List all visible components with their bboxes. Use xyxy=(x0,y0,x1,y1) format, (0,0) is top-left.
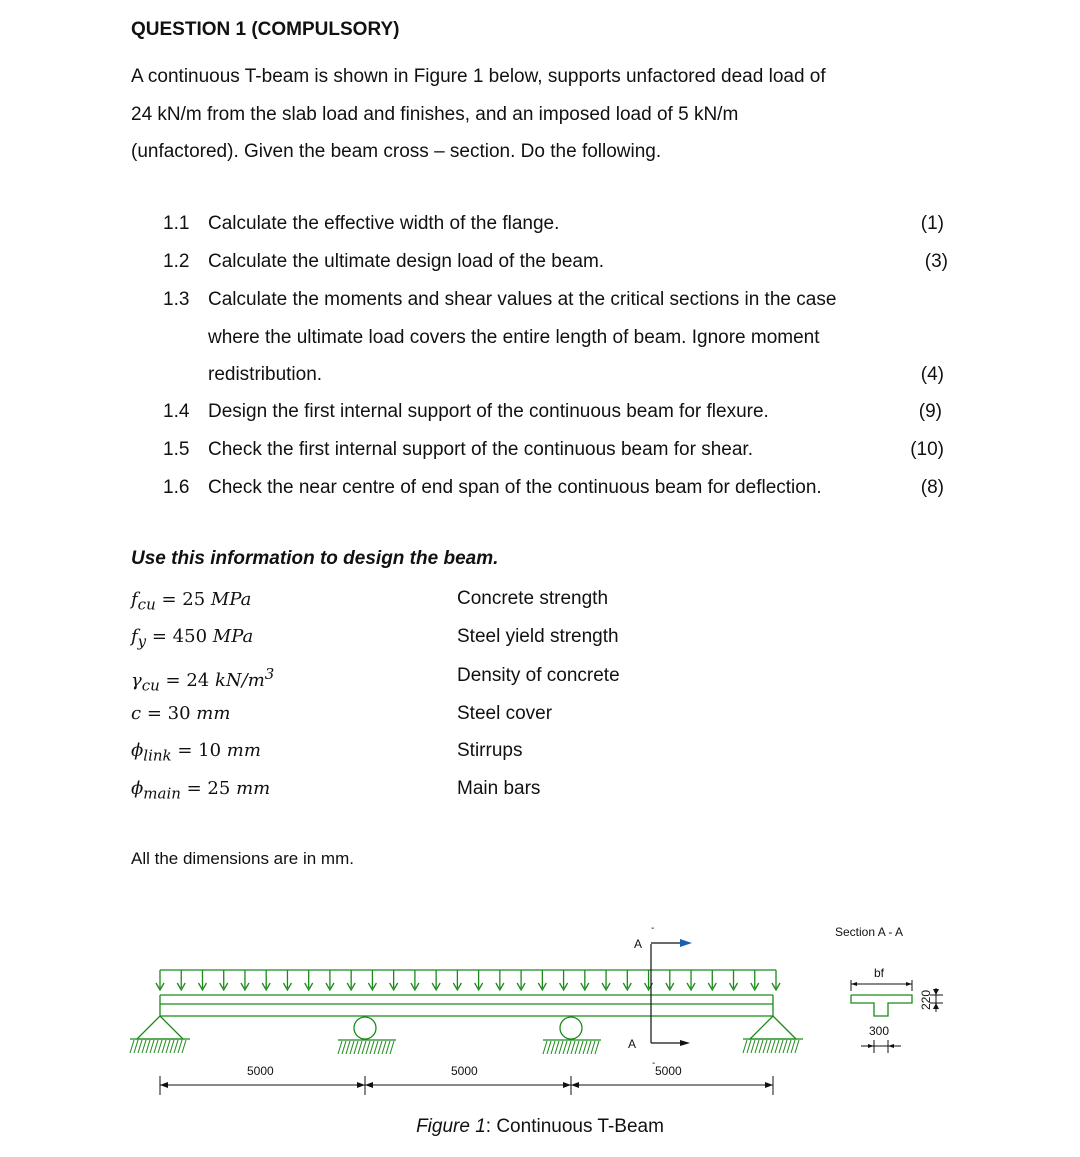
hatch-line xyxy=(759,1040,763,1053)
param-fcu: $f_{cu} = 25$ MPa xyxy=(131,589,252,614)
section-label-top: A xyxy=(634,937,643,951)
flange-dim-arrow-right xyxy=(906,982,912,986)
hatch-line xyxy=(775,1040,779,1053)
subquestion-number: 1.2 xyxy=(163,251,190,272)
pin-support-left xyxy=(130,1016,190,1039)
flange-depth-label: 220 xyxy=(919,989,933,1010)
dimensions-note: All the dimensions are in mm. xyxy=(131,849,354,868)
span-dimension-line xyxy=(160,1076,773,1095)
hatch-line xyxy=(142,1040,146,1053)
param-phi-link: $\phi_{link} = 10$ mm xyxy=(131,740,261,765)
hatch-line xyxy=(354,1041,358,1054)
hatch-line xyxy=(158,1040,162,1053)
hatch-line xyxy=(342,1041,346,1054)
hatch-line xyxy=(747,1040,751,1053)
subquestion-marks: (3) xyxy=(924,251,948,272)
web-width-dimension xyxy=(861,1040,901,1053)
param-fcu-description: Concrete strength xyxy=(457,588,609,609)
hatch-line xyxy=(162,1040,166,1053)
subquestion-number: 1.5 xyxy=(163,439,190,460)
hatch-line xyxy=(358,1041,362,1054)
hatch-line xyxy=(547,1041,551,1054)
param-gamma-description: Density of concrete xyxy=(457,665,620,686)
roller-support-2 xyxy=(543,1017,601,1040)
t-section-outline xyxy=(851,995,912,1016)
param-phi-link-description: Stirrups xyxy=(457,740,523,761)
hatch-line xyxy=(130,1040,134,1053)
hatch-line xyxy=(551,1041,555,1054)
hatch-line xyxy=(350,1041,354,1054)
hatch-line xyxy=(138,1040,142,1053)
subquestion-number: 1.6 xyxy=(163,477,190,498)
ground-hatch-right xyxy=(743,1040,799,1053)
tick-mark-top: - xyxy=(651,923,655,934)
subquestion-text-line: Calculate the moments and shear values at the critical sections in the case xyxy=(208,289,837,310)
web-width-label: 300 xyxy=(869,1024,890,1038)
hatch-line xyxy=(170,1040,174,1053)
hatch-line xyxy=(390,1041,394,1054)
subquestion-marks: (10) xyxy=(910,439,944,460)
hatch-line xyxy=(751,1040,755,1053)
ground-hatch-left xyxy=(130,1040,186,1053)
hatch-line xyxy=(362,1041,366,1054)
web-dim-arrow-right xyxy=(888,1044,894,1048)
depth-dim-arrow-top xyxy=(933,989,939,995)
hatch-line xyxy=(763,1040,767,1053)
hatch-line xyxy=(374,1041,378,1054)
hatch-line xyxy=(591,1041,595,1054)
hatch-line xyxy=(378,1041,382,1054)
section-label-bottom: A xyxy=(628,1037,637,1051)
web-dim-arrow-left xyxy=(868,1044,874,1048)
hatch-line xyxy=(178,1040,182,1053)
intro-line: (unfactored). Given the beam cross – section. Do the following. xyxy=(131,141,662,162)
hatch-line xyxy=(587,1041,591,1054)
hatch-line xyxy=(783,1040,787,1053)
hatch-line xyxy=(382,1041,386,1054)
hatch-line xyxy=(559,1041,563,1054)
hatch-line xyxy=(338,1041,342,1054)
hatch-line xyxy=(755,1040,759,1053)
hatch-line xyxy=(366,1041,370,1054)
hatch-line xyxy=(543,1041,547,1054)
subquestion-text: Check the near centre of end span of the continuous beam for deflection. xyxy=(208,477,822,498)
hatch-line xyxy=(182,1040,186,1053)
hatch-line xyxy=(771,1040,775,1053)
subquestion-marks: (8) xyxy=(920,477,944,498)
subquestion-text: Calculate the effective width of the flange. xyxy=(208,213,560,234)
subquestion-number: 1.1 xyxy=(163,213,190,234)
figure-caption: Figure 1: Continuous T-Beam xyxy=(416,1116,664,1137)
param-fy: $f_y = 450$ MPa xyxy=(131,626,254,651)
param-phi-main: $\phi_{main} = 25$ mm xyxy=(131,778,271,803)
hatch-line xyxy=(146,1040,150,1053)
hatch-line xyxy=(743,1040,747,1053)
span-1-label: 5000 xyxy=(247,1064,274,1078)
param-cover-description: Steel cover xyxy=(457,703,553,724)
flange-width-dimension xyxy=(851,980,912,991)
hatch-line xyxy=(174,1040,178,1053)
tick-mark-bottom: - xyxy=(652,1058,656,1069)
roller-support-1 xyxy=(338,1017,396,1040)
hatch-line xyxy=(791,1040,795,1053)
subquestion-text: Check the first internal support of the continuous beam for shear. xyxy=(208,439,753,460)
hatch-line xyxy=(134,1040,138,1053)
span-3-label: 5000 xyxy=(655,1064,682,1078)
hatch-line xyxy=(795,1040,799,1053)
hatch-line xyxy=(567,1041,571,1054)
hatch-line xyxy=(579,1041,583,1054)
depth-dim-arrow-bottom xyxy=(933,1003,939,1009)
intro-line: 24 kN/m from the slab load and finishes, and an imposed load of 5 kN/m xyxy=(131,103,739,125)
section-arrow-bottom xyxy=(680,1040,690,1046)
hatch-line xyxy=(150,1040,154,1053)
subquestion-number: 1.3 xyxy=(163,289,190,310)
param-gamma-cu: $\gamma_{cu} = 24$ $kN/m^3$ xyxy=(131,665,275,695)
subquestion-marks: (1) xyxy=(920,213,944,234)
section-title: Section A - A xyxy=(835,925,904,939)
hatch-line xyxy=(166,1040,170,1053)
subquestion-text-line: redistribution. xyxy=(208,364,323,385)
flange-dim-arrow-left xyxy=(851,982,857,986)
param-phi-main-description: Main bars xyxy=(457,778,541,799)
hatch-line xyxy=(555,1041,559,1054)
beam-body xyxy=(160,995,773,1016)
pin-support-right xyxy=(743,1016,803,1039)
hatch-line xyxy=(571,1041,575,1054)
hatch-line xyxy=(346,1041,350,1054)
param-fy-description: Steel yield strength xyxy=(457,626,619,647)
hatch-line xyxy=(779,1040,783,1053)
hatch-line xyxy=(563,1041,567,1054)
subquestion-text-line: where the ultimate load covers the entire length of beam. Ignore moment xyxy=(208,326,820,348)
hatch-line xyxy=(386,1041,390,1054)
design-info-title: Use this information to design the beam. xyxy=(131,548,499,569)
span-2-label: 5000 xyxy=(451,1064,478,1078)
hatch-line xyxy=(595,1041,599,1054)
flange-width-label: bf xyxy=(874,966,885,980)
hatch-line xyxy=(575,1041,579,1054)
hatch-line xyxy=(787,1040,791,1053)
subquestion-text: Calculate the ultimate design load of the beam. xyxy=(208,251,605,272)
subquestion-number: 1.4 xyxy=(163,401,190,422)
hatch-line xyxy=(370,1041,374,1054)
section-arrow-top xyxy=(680,939,692,947)
param-cover: c = 30 mm xyxy=(131,703,231,724)
hatch-line xyxy=(154,1040,158,1053)
question-heading: QUESTION 1 (COMPULSORY) xyxy=(131,19,400,40)
intro-line: A continuous T-beam is shown in Figure 1 below, supports unfactored dead load of xyxy=(131,66,826,87)
subquestion-text: Design the first internal support of the continuous beam for flexure. xyxy=(208,401,769,422)
ground-hatch-roller-2 xyxy=(543,1041,599,1054)
section-cut-line xyxy=(651,943,680,1043)
hatch-line xyxy=(583,1041,587,1054)
udl-arrows xyxy=(156,970,780,990)
hatch-line xyxy=(767,1040,771,1053)
ground-hatch-roller-1 xyxy=(338,1041,394,1054)
subquestion-marks: (9) xyxy=(918,401,942,422)
subquestion-marks: (4) xyxy=(920,364,944,385)
